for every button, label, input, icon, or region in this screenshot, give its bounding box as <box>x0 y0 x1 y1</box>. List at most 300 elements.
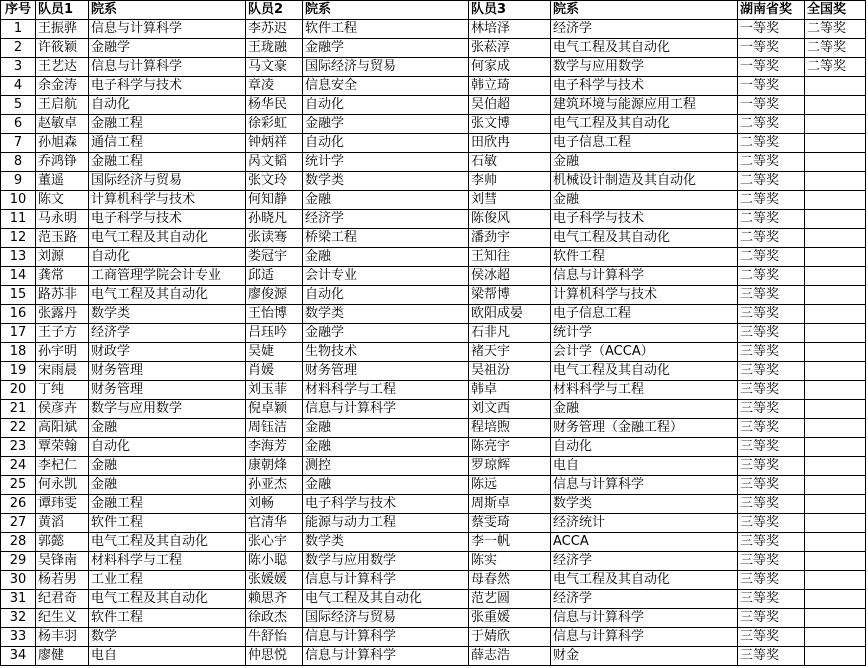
cell-province-award: 二等奖 <box>738 248 805 267</box>
cell-national-award <box>805 210 866 229</box>
cell-index: 13 <box>1 248 36 267</box>
cell-national-award <box>805 571 866 590</box>
cell-index: 16 <box>1 305 36 324</box>
cell-member2: 杨华民 <box>246 96 303 115</box>
cell-dept1: 金融工程 <box>89 115 246 134</box>
cell-dept2: 金融学 <box>303 115 469 134</box>
cell-member1: 王子方 <box>36 324 89 343</box>
cell-dept2: 金融 <box>303 248 469 267</box>
cell-member3: 林培泽 <box>469 20 551 39</box>
cell-national-award <box>805 533 866 552</box>
cell-dept2: 数学类 <box>303 533 469 552</box>
cell-dept3: 自动化 <box>551 438 738 457</box>
cell-national-award <box>805 647 866 666</box>
cell-dept3: 电气工程及其自动化 <box>551 229 738 248</box>
cell-member1: 范玉路 <box>36 229 89 248</box>
cell-member1: 余金涛 <box>36 77 89 96</box>
cell-index: 22 <box>1 419 36 438</box>
cell-national-award <box>805 552 866 571</box>
cell-national-award <box>805 419 866 438</box>
cell-province-award: 三等奖 <box>738 400 805 419</box>
cell-province-award: 一等奖 <box>738 96 805 115</box>
cell-national-award <box>805 77 866 96</box>
table-row <box>1 210 866 229</box>
cell-province-award: 三等奖 <box>738 609 805 628</box>
cell-dept2: 金融 <box>303 419 469 438</box>
table-row <box>1 419 866 438</box>
cell-member1: 杨若男 <box>36 571 89 590</box>
cell-dept3: 机械设计制造及其自动化 <box>551 172 738 191</box>
cell-index: 24 <box>1 457 36 476</box>
cell-dept1: 信息与计算科学 <box>89 20 246 39</box>
table-row <box>1 514 866 533</box>
cell-dept2: 信息与计算科学 <box>303 400 469 419</box>
cell-member1: 丁纯 <box>36 381 89 400</box>
cell-dept3: ACCA <box>551 533 738 552</box>
cell-index: 34 <box>1 647 36 666</box>
cell-dept2: 信息安全 <box>303 77 469 96</box>
cell-member2: 呙文韬 <box>246 153 303 172</box>
table-row <box>1 476 866 495</box>
cell-member2: 肖媛 <box>246 362 303 381</box>
cell-member3: 陈实 <box>469 552 551 571</box>
cell-dept3: 数学类 <box>551 495 738 514</box>
cell-index: 4 <box>1 77 36 96</box>
cell-member1: 杨丰羽 <box>36 628 89 647</box>
cell-member1: 乔鸿铮 <box>36 153 89 172</box>
cell-member3: 陈远 <box>469 476 551 495</box>
cell-province-award: 二等奖 <box>738 172 805 191</box>
table-row <box>1 571 866 590</box>
cell-dept1: 信息与计算科学 <box>89 58 246 77</box>
cell-province-award: 三等奖 <box>738 590 805 609</box>
cell-dept1: 自动化 <box>89 96 246 115</box>
table-row <box>1 77 866 96</box>
cell-dept1: 电子科学与技术 <box>89 210 246 229</box>
cell-dept2: 自动化 <box>303 96 469 115</box>
cell-dept3: 电气工程及其自动化 <box>551 115 738 134</box>
header-national-award: 全国奖 <box>805 1 866 20</box>
cell-dept3: 计算机科学与技术 <box>551 286 738 305</box>
cell-member2: 官清华 <box>246 514 303 533</box>
cell-dept3: 电气工程及其自动化 <box>551 362 738 381</box>
cell-national-award <box>805 343 866 362</box>
cell-index: 31 <box>1 590 36 609</box>
cell-member1: 郭懿 <box>36 533 89 552</box>
cell-province-award: 三等奖 <box>738 647 805 666</box>
cell-member1: 谭玮雯 <box>36 495 89 514</box>
cell-member3: 吴祖汾 <box>469 362 551 381</box>
header-member2: 队员2 <box>246 1 303 20</box>
cell-member2: 徐政杰 <box>246 609 303 628</box>
cell-dept2: 自动化 <box>303 286 469 305</box>
table-row <box>1 96 866 115</box>
cell-province-award: 一等奖 <box>738 58 805 77</box>
cell-dept2: 金融 <box>303 438 469 457</box>
header-dept3: 院系 <box>551 1 738 20</box>
table-row <box>1 324 866 343</box>
cell-member3: 陈亮宇 <box>469 438 551 457</box>
cell-member1: 吴锋南 <box>36 552 89 571</box>
cell-member2: 廖俊源 <box>246 286 303 305</box>
table-row <box>1 39 866 58</box>
cell-dept2: 自动化 <box>303 134 469 153</box>
cell-dept2: 信息与计算科学 <box>303 647 469 666</box>
cell-dept3: 金融 <box>551 191 738 210</box>
cell-dept2: 金融 <box>303 476 469 495</box>
cell-national-award: 二等奖 <box>805 58 866 77</box>
cell-dept1: 软件工程 <box>89 514 246 533</box>
cell-province-award: 三等奖 <box>738 343 805 362</box>
cell-national-award <box>805 324 866 343</box>
cell-dept2: 软件工程 <box>303 20 469 39</box>
cell-national-award <box>805 381 866 400</box>
cell-dept2: 经济学 <box>303 210 469 229</box>
cell-province-award: 三等奖 <box>738 552 805 571</box>
cell-national-award <box>805 438 866 457</box>
cell-dept2: 测控 <box>303 457 469 476</box>
header-dept2: 院系 <box>303 1 469 20</box>
cell-dept1: 电气工程及其自动化 <box>89 533 246 552</box>
cell-dept1: 电气工程及其自动化 <box>89 286 246 305</box>
cell-national-award <box>805 172 866 191</box>
cell-dept1: 数学 <box>89 628 246 647</box>
cell-dept1: 电气工程及其自动化 <box>89 590 246 609</box>
header-row <box>1 1 866 20</box>
cell-index: 12 <box>1 229 36 248</box>
cell-index: 6 <box>1 115 36 134</box>
cell-national-award <box>805 628 866 647</box>
cell-province-award: 二等奖 <box>738 229 805 248</box>
cell-dept2: 材料科学与工程 <box>303 381 469 400</box>
cell-national-award <box>805 514 866 533</box>
cell-national-award <box>805 191 866 210</box>
cell-dept3: 经济学 <box>551 20 738 39</box>
cell-index: 2 <box>1 39 36 58</box>
cell-dept1: 自动化 <box>89 248 246 267</box>
cell-member1: 侯彦卉 <box>36 400 89 419</box>
header-province-award: 湖南省奖 <box>738 1 805 20</box>
cell-dept2: 数学与应用数学 <box>303 552 469 571</box>
cell-member3: 刘文西 <box>469 400 551 419</box>
cell-member1: 孙宇明 <box>36 343 89 362</box>
cell-member2: 刘玉菲 <box>246 381 303 400</box>
cell-member1: 高阳斌 <box>36 419 89 438</box>
cell-member3: 潘劲宇 <box>469 229 551 248</box>
cell-index: 9 <box>1 172 36 191</box>
cell-province-award: 一等奖 <box>738 77 805 96</box>
cell-index: 5 <box>1 96 36 115</box>
table-row <box>1 495 866 514</box>
cell-dept1: 经济学 <box>89 324 246 343</box>
cell-province-award: 三等奖 <box>738 533 805 552</box>
cell-province-award: 三等奖 <box>738 495 805 514</box>
cell-national-award <box>805 590 866 609</box>
cell-member2: 张心宇 <box>246 533 303 552</box>
cell-index: 17 <box>1 324 36 343</box>
cell-province-award: 三等奖 <box>738 571 805 590</box>
cell-dept3: 财务管理（金融工程） <box>551 419 738 438</box>
cell-member1: 黄滔 <box>36 514 89 533</box>
cell-member2: 王怡博 <box>246 305 303 324</box>
cell-member3: 褚天宇 <box>469 343 551 362</box>
cell-member3: 蔡雯琦 <box>469 514 551 533</box>
cell-index: 25 <box>1 476 36 495</box>
cell-member3: 刘彗 <box>469 191 551 210</box>
cell-national-award <box>805 134 866 153</box>
cell-member2: 张读骞 <box>246 229 303 248</box>
cell-member2: 章凌 <box>246 77 303 96</box>
cell-index: 28 <box>1 533 36 552</box>
cell-dept3: 信息与计算科学 <box>551 476 738 495</box>
cell-dept1: 金融 <box>89 457 246 476</box>
cell-member2: 何知静 <box>246 191 303 210</box>
cell-member2: 康朝烽 <box>246 457 303 476</box>
cell-dept2: 电气工程及其自动化 <box>303 590 469 609</box>
cell-member3: 罗琼辉 <box>469 457 551 476</box>
table-row <box>1 628 866 647</box>
cell-member2: 孙晓凡 <box>246 210 303 229</box>
cell-member3: 田欣冉 <box>469 134 551 153</box>
cell-dept1: 工商管理学院会计专业 <box>89 267 246 286</box>
cell-member2: 赖思齐 <box>246 590 303 609</box>
cell-member1: 王启航 <box>36 96 89 115</box>
cell-dept2: 数学类 <box>303 172 469 191</box>
cell-province-award: 二等奖 <box>738 267 805 286</box>
cell-member1: 王艺达 <box>36 58 89 77</box>
cell-member2: 钟炳祥 <box>246 134 303 153</box>
cell-dept3: 电自 <box>551 457 738 476</box>
cell-dept1: 数学类 <box>89 305 246 324</box>
cell-member2: 李海芳 <box>246 438 303 457</box>
cell-dept3: 经济学 <box>551 552 738 571</box>
table-row <box>1 362 866 381</box>
cell-member3: 何家成 <box>469 58 551 77</box>
table-row <box>1 229 866 248</box>
cell-member3: 韩卓 <box>469 381 551 400</box>
cell-dept3: 电子科学与技术 <box>551 210 738 229</box>
cell-member1: 宋雨晨 <box>36 362 89 381</box>
cell-member3: 张文博 <box>469 115 551 134</box>
cell-member1: 刘源 <box>36 248 89 267</box>
cell-dept1: 材料科学与工程 <box>89 552 246 571</box>
cell-dept1: 工业工程 <box>89 571 246 590</box>
cell-member3: 吴伯超 <box>469 96 551 115</box>
cell-member3: 张菘淳 <box>469 39 551 58</box>
cell-index: 26 <box>1 495 36 514</box>
cell-member1: 路苏非 <box>36 286 89 305</box>
cell-member1: 张露丹 <box>36 305 89 324</box>
cell-dept1: 通信工程 <box>89 134 246 153</box>
table-body <box>1 20 866 666</box>
cell-province-award: 三等奖 <box>738 362 805 381</box>
cell-member3: 程培煦 <box>469 419 551 438</box>
cell-member3: 李一帆 <box>469 533 551 552</box>
cell-index: 32 <box>1 609 36 628</box>
cell-member2: 孙亚杰 <box>246 476 303 495</box>
cell-dept1: 数学与应用数学 <box>89 400 246 419</box>
cell-dept2: 生物技术 <box>303 343 469 362</box>
cell-member1: 纪君奇 <box>36 590 89 609</box>
cell-member2: 张媛媛 <box>246 571 303 590</box>
table-row <box>1 172 866 191</box>
cell-national-award <box>805 476 866 495</box>
table-row <box>1 20 866 39</box>
cell-dept3: 信息与计算科学 <box>551 628 738 647</box>
cell-dept1: 金融工程 <box>89 153 246 172</box>
cell-member2: 吴婕 <box>246 343 303 362</box>
cell-province-award: 二等奖 <box>738 153 805 172</box>
cell-dept2: 能源与动力工程 <box>303 514 469 533</box>
cell-dept3: 软件工程 <box>551 248 738 267</box>
cell-dept2: 桥梁工程 <box>303 229 469 248</box>
cell-index: 11 <box>1 210 36 229</box>
cell-dept2: 国际经济与贸易 <box>303 58 469 77</box>
cell-province-award: 三等奖 <box>738 514 805 533</box>
cell-member1: 许筱颖 <box>36 39 89 58</box>
cell-member2: 王珑融 <box>246 39 303 58</box>
header-member1: 队员1 <box>36 1 89 20</box>
header-member3: 队员3 <box>469 1 551 20</box>
table-row <box>1 457 866 476</box>
cell-index: 18 <box>1 343 36 362</box>
cell-member3: 欧阳成晏 <box>469 305 551 324</box>
cell-dept3: 信息与计算科学 <box>551 267 738 286</box>
cell-index: 19 <box>1 362 36 381</box>
cell-member3: 于婧欣 <box>469 628 551 647</box>
cell-province-award: 三等奖 <box>738 628 805 647</box>
cell-member3: 石敏 <box>469 153 551 172</box>
cell-dept3: 会计学（ACCA） <box>551 343 738 362</box>
table-row <box>1 305 866 324</box>
cell-dept2: 金融学 <box>303 324 469 343</box>
cell-member1: 王振骅 <box>36 20 89 39</box>
cell-index: 7 <box>1 134 36 153</box>
cell-index: 14 <box>1 267 36 286</box>
table-row <box>1 58 866 77</box>
cell-index: 8 <box>1 153 36 172</box>
cell-dept2: 财务管理 <box>303 362 469 381</box>
cell-dept1: 国际经济与贸易 <box>89 172 246 191</box>
cell-dept2: 数学类 <box>303 305 469 324</box>
table-row <box>1 381 866 400</box>
cell-member1: 赵敏卓 <box>36 115 89 134</box>
cell-dept3: 经济统计 <box>551 514 738 533</box>
cell-dept1: 财务管理 <box>89 362 246 381</box>
table-row <box>1 134 866 153</box>
table-row <box>1 248 866 267</box>
table-row <box>1 115 866 134</box>
cell-national-award <box>805 305 866 324</box>
cell-member1: 李杞仁 <box>36 457 89 476</box>
cell-member3: 侯冰超 <box>469 267 551 286</box>
cell-province-award: 三等奖 <box>738 476 805 495</box>
cell-member3: 母春然 <box>469 571 551 590</box>
cell-member2: 邱适 <box>246 267 303 286</box>
cell-member1: 董遥 <box>36 172 89 191</box>
cell-index: 1 <box>1 20 36 39</box>
cell-dept3: 电子信息工程 <box>551 305 738 324</box>
cell-province-award: 一等奖 <box>738 20 805 39</box>
cell-dept3: 财金 <box>551 647 738 666</box>
cell-dept1: 金融 <box>89 419 246 438</box>
cell-member3: 薛志浩 <box>469 647 551 666</box>
cell-dept3: 金融 <box>551 400 738 419</box>
cell-dept3: 建筑环境与能源应用工程 <box>551 96 738 115</box>
cell-province-award: 二等奖 <box>738 115 805 134</box>
cell-province-award: 二等奖 <box>738 134 805 153</box>
cell-dept2: 金融学 <box>303 39 469 58</box>
cell-dept2: 统计学 <box>303 153 469 172</box>
cell-province-award: 一等奖 <box>738 39 805 58</box>
cell-dept3: 电气工程及其自动化 <box>551 39 738 58</box>
header-dept1: 院系 <box>89 1 246 20</box>
table-row <box>1 552 866 571</box>
table-row <box>1 153 866 172</box>
cell-index: 10 <box>1 191 36 210</box>
cell-member3: 范艺圆 <box>469 590 551 609</box>
table-row <box>1 267 866 286</box>
cell-national-award <box>805 115 866 134</box>
cell-dept2: 会计专业 <box>303 267 469 286</box>
cell-dept2: 信息与计算科学 <box>303 571 469 590</box>
cell-dept1: 电气工程及其自动化 <box>89 229 246 248</box>
cell-member3: 韩立琦 <box>469 77 551 96</box>
cell-member1: 龚常 <box>36 267 89 286</box>
cell-member1: 何永凯 <box>36 476 89 495</box>
cell-index: 23 <box>1 438 36 457</box>
cell-member3: 张重媛 <box>469 609 551 628</box>
cell-member3: 李帅 <box>469 172 551 191</box>
cell-index: 30 <box>1 571 36 590</box>
cell-national-award <box>805 362 866 381</box>
cell-member2: 刘畅 <box>246 495 303 514</box>
header-index: 序号 <box>1 1 36 20</box>
cell-national-award <box>805 286 866 305</box>
cell-member2: 仲思悦 <box>246 647 303 666</box>
cell-dept3: 数学与应用数学 <box>551 58 738 77</box>
cell-national-award <box>805 457 866 476</box>
cell-national-award <box>805 495 866 514</box>
cell-index: 3 <box>1 58 36 77</box>
cell-province-award: 三等奖 <box>738 438 805 457</box>
table-row <box>1 343 866 362</box>
cell-member2: 周钰洁 <box>246 419 303 438</box>
cell-province-award: 三等奖 <box>738 324 805 343</box>
table-row <box>1 438 866 457</box>
cell-national-award <box>805 248 866 267</box>
cell-dept1: 电子科学与技术 <box>89 77 246 96</box>
table-row <box>1 286 866 305</box>
cell-member1: 孙旭森 <box>36 134 89 153</box>
cell-dept3: 信息与计算科学 <box>551 609 738 628</box>
cell-dept1: 软件工程 <box>89 609 246 628</box>
cell-member3: 梁帮博 <box>469 286 551 305</box>
table-row <box>1 590 866 609</box>
table-row <box>1 191 866 210</box>
cell-national-award: 二等奖 <box>805 20 866 39</box>
cell-province-award: 三等奖 <box>738 381 805 400</box>
cell-member3: 石非凡 <box>469 324 551 343</box>
cell-member3: 王知往 <box>469 248 551 267</box>
table-row <box>1 647 866 666</box>
cell-national-award <box>805 153 866 172</box>
cell-member1: 廖健 <box>36 647 89 666</box>
cell-dept2: 电子科学与技术 <box>303 495 469 514</box>
table-row <box>1 400 866 419</box>
cell-province-award: 三等奖 <box>738 457 805 476</box>
cell-dept3: 电子科学与技术 <box>551 77 738 96</box>
